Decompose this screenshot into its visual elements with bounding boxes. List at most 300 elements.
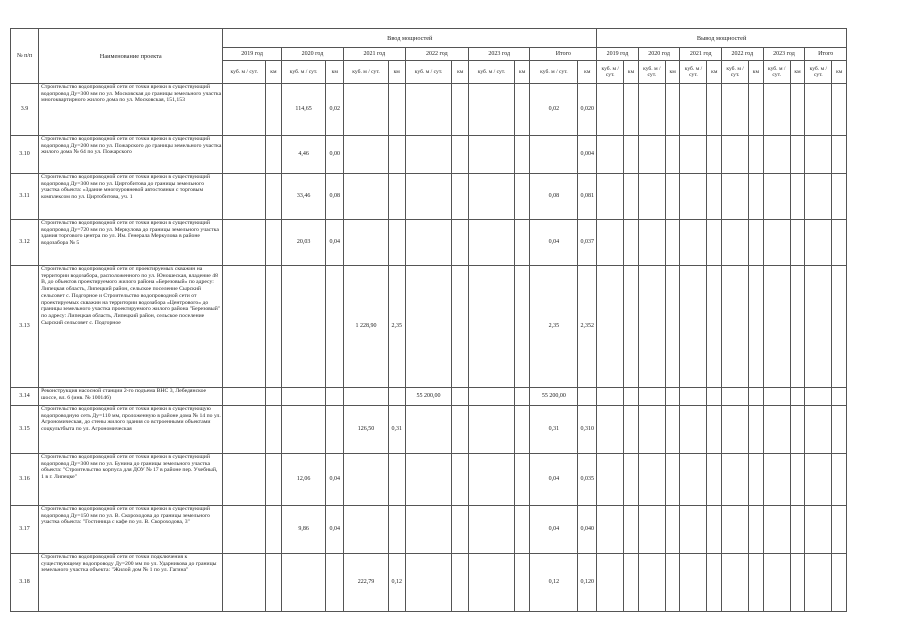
cell-out-empty <box>638 84 665 136</box>
cell-2021-km: 0,31 <box>388 406 405 454</box>
cell-out-empty <box>763 506 790 554</box>
cell-out-empty <box>832 554 847 612</box>
cell-out-empty <box>624 406 639 454</box>
header-unit-km: км <box>749 61 764 84</box>
cell-2022-km <box>452 454 469 506</box>
cell-out-empty <box>707 454 722 506</box>
header-year: 2021 год <box>344 48 405 61</box>
cell-2022-cub: 55 200,00 <box>405 388 452 406</box>
project-name: Строительство водопроводной сети от точки врезки в существующий водопровод Ду=300 мм по ул. Бунина до границы земельного участка объекта: "Строительство корпуса для ДОУ № 17 в районе пер. Учебный, 1 в г. Липецке" <box>39 454 223 506</box>
header-unit-cub: куб. м / сут. <box>281 61 326 84</box>
cell-out-empty <box>665 388 680 406</box>
cell-out-empty <box>680 388 707 406</box>
cell-2023-cub <box>469 506 515 554</box>
cell-out-empty <box>805 136 832 174</box>
cell-total-cub: 0,31 <box>530 406 578 454</box>
cell-out-empty <box>597 220 624 266</box>
cell-2022-km <box>452 554 469 612</box>
cell-out-empty <box>832 136 847 174</box>
cell-out-empty <box>707 174 722 220</box>
document-table-area <box>10 28 890 626</box>
cell-2021-cub <box>344 454 389 506</box>
cell-out-empty <box>790 174 805 220</box>
header-year: 2023 год <box>763 48 805 61</box>
cell-out-empty <box>763 454 790 506</box>
header-unit-km: км <box>624 61 639 84</box>
cell-2023-km <box>514 506 530 554</box>
project-name: Строительство водопроводной сети от точки врезки в существующий водопровод Ду=150 мм по ул. В. Скороходова до границы земельного участка объекта: "Гостиница с кафе по ул. В. Скороходова, 3" <box>39 506 223 554</box>
cell-out-empty <box>749 454 764 506</box>
header-unit-km: км <box>388 61 405 84</box>
header-unit-cub: куб. м / сут. <box>469 61 515 84</box>
header-unit-km: км <box>707 61 722 84</box>
cell-out-empty <box>597 388 624 406</box>
cell-2021-km <box>388 388 405 406</box>
cell-out-empty <box>665 266 680 388</box>
cell-total-km: 0,310 <box>578 406 597 454</box>
header-year: 2023 год <box>469 48 530 61</box>
table-row <box>11 554 890 612</box>
cell-out-empty <box>680 506 707 554</box>
cell-2021-km: 0,12 <box>388 554 405 612</box>
header-unit-km: км <box>578 61 597 84</box>
cell-out-empty <box>665 454 680 506</box>
cell-out-empty <box>832 388 847 406</box>
cell-2021-km <box>388 136 405 174</box>
cell-total-km: 0,120 <box>578 554 597 612</box>
cell-out-empty <box>790 136 805 174</box>
cell-2023-cub <box>469 406 515 454</box>
cell-out-empty <box>805 84 832 136</box>
cell-2020-km: 0,00 <box>326 136 344 174</box>
cell-2021-cub <box>344 84 389 136</box>
cell-2022-cub <box>405 454 452 506</box>
cell-total-km: 2,352 <box>578 266 597 388</box>
cell-2021-cub <box>344 506 389 554</box>
table-row <box>11 506 890 554</box>
cell-2019-km <box>266 388 282 406</box>
header-col-name: Наименование проекта <box>39 29 223 84</box>
header-group-out: Вывод мощностей <box>597 29 847 48</box>
cell-out-empty <box>749 174 764 220</box>
cell-out-empty <box>790 554 805 612</box>
project-name: Строительство водопроводной сети от проектируемых скважин на территории водозабора, расположенного по ул. Юношеская, владение 48 В, до объектов проектируемого жилого района «Березовый» по адресу: Липецкая область, Липецкий район, сельское поселение Сырский сельсовет с. Подгорное и Строительство водопроводной сети от проектируемых скважин на территории водозабора «Центрового» до границы земельного участка проектируемого жилого района "Березовый" по адресу: Липецкая область, Липецкий район, сельское поселение Сырский сельсовет с. Подгорное <box>39 266 223 388</box>
cell-out-empty <box>638 406 665 454</box>
cell-out-empty <box>832 220 847 266</box>
header-group-in: Ввод мощностей <box>223 29 597 48</box>
table-row <box>11 84 890 136</box>
row-number: 3.15 <box>11 406 39 454</box>
cell-2022-km <box>452 406 469 454</box>
cell-2023-km <box>514 84 530 136</box>
cell-out-empty <box>763 84 790 136</box>
cell-out-empty <box>597 84 624 136</box>
cell-out-empty <box>597 266 624 388</box>
row-number: 3.13 <box>11 266 39 388</box>
cell-2019-km <box>266 554 282 612</box>
cell-2019-cub <box>223 136 266 174</box>
cell-out-empty <box>805 554 832 612</box>
cell-2021-km <box>388 174 405 220</box>
project-name: Строительство водопроводной сети от точки врезки в существующий водопровод Ду=720 мм по ул. Меркулова до границы земельного участка здания торгового центра по ул. Им. Генерала Меркулова в районе водозабора № 5 <box>39 220 223 266</box>
cell-out-empty <box>597 454 624 506</box>
cell-out-empty <box>722 388 749 406</box>
cell-2023-km <box>514 174 530 220</box>
header-unit-km: км <box>665 61 680 84</box>
cell-total-cub: 0,08 <box>530 174 578 220</box>
row-number: 3.10 <box>11 136 39 174</box>
cell-total-cub: 2,35 <box>530 266 578 388</box>
header-year: 2019 год <box>597 48 639 61</box>
cell-out-empty <box>665 406 680 454</box>
cell-2019-km <box>266 406 282 454</box>
cell-2019-cub <box>223 388 266 406</box>
cell-2020-cub: 114,65 <box>281 84 326 136</box>
cell-out-empty <box>665 220 680 266</box>
cell-2020-km <box>326 266 344 388</box>
cell-out-empty <box>638 266 665 388</box>
header-year: 2019 год <box>223 48 281 61</box>
row-number: 3.14 <box>11 388 39 406</box>
cell-total-cub: 0,04 <box>530 454 578 506</box>
cell-out-empty <box>749 136 764 174</box>
cell-out-empty <box>790 454 805 506</box>
cell-2020-km <box>326 406 344 454</box>
cell-2021-km <box>388 506 405 554</box>
cell-total-cub <box>530 136 578 174</box>
cell-out-empty <box>749 506 764 554</box>
cell-2020-km: 0,04 <box>326 506 344 554</box>
cell-2020-cub: 4,46 <box>281 136 326 174</box>
cell-2023-cub <box>469 266 515 388</box>
header-year: 2022 год <box>405 48 469 61</box>
cell-2021-cub <box>344 388 389 406</box>
cell-out-empty <box>763 406 790 454</box>
table-row <box>11 136 890 174</box>
cell-out-empty <box>707 266 722 388</box>
project-name: Строительство водопроводной сети от точки врезки в существующий водопровод Ду=200 мм по ул. Пожарского до границы земельного участка жилого дома № 64 по ул. Пожарского <box>39 136 223 174</box>
cell-2020-cub: 20,03 <box>281 220 326 266</box>
cell-2020-km: 0,04 <box>326 220 344 266</box>
table-row <box>11 220 890 266</box>
cell-2020-km <box>326 554 344 612</box>
cell-out-empty <box>665 174 680 220</box>
cell-out-empty <box>722 174 749 220</box>
cell-2021-km <box>388 454 405 506</box>
cell-2023-km <box>514 266 530 388</box>
cell-out-empty <box>722 506 749 554</box>
cell-out-empty <box>722 266 749 388</box>
cell-out-empty <box>597 174 624 220</box>
cell-out-empty <box>805 388 832 406</box>
cell-out-empty <box>805 406 832 454</box>
cell-out-empty <box>722 554 749 612</box>
project-name: Строительство водопроводной сети от точки врезки в существующий водопровод Ду=300 мм по ул. Московская до границы земельного участка многоквартирного жилого дома по ул. Московская, 151,153 <box>39 84 223 136</box>
cell-out-empty <box>722 136 749 174</box>
cell-2020-km: 0,08 <box>326 174 344 220</box>
cell-total-cub: 0,12 <box>530 554 578 612</box>
header-unit-cub: куб. м / сут. <box>722 61 749 84</box>
cell-2023-km <box>514 454 530 506</box>
cell-out-empty <box>638 220 665 266</box>
cell-out-empty <box>749 406 764 454</box>
header-year: 2020 год <box>281 48 343 61</box>
cell-2021-cub <box>344 220 389 266</box>
header-unit-km: км <box>452 61 469 84</box>
cell-out-empty <box>805 174 832 220</box>
cell-2021-km: 2,35 <box>388 266 405 388</box>
project-name: Строительство водопроводной сети от точки врезки в существующий водопровод Ду=300 мм по ул. Циртобитова до границы земельного участка объекта: «Здание многоуровневой автостоянки с торговым комплексом по ул. Циртобитова, уч. 1 <box>39 174 223 220</box>
cell-out-empty <box>707 388 722 406</box>
cell-2019-km <box>266 220 282 266</box>
cell-2022-cub <box>405 554 452 612</box>
row-number: 3.18 <box>11 554 39 612</box>
cell-out-empty <box>832 406 847 454</box>
cell-2022-cub <box>405 136 452 174</box>
row-number: 3.9 <box>11 84 39 136</box>
cell-total-km: 0,035 <box>578 454 597 506</box>
cell-2021-km <box>388 220 405 266</box>
cell-out-empty <box>680 136 707 174</box>
cell-out-empty <box>597 554 624 612</box>
cell-2019-km <box>266 136 282 174</box>
cell-out-empty <box>680 174 707 220</box>
cell-out-empty <box>638 554 665 612</box>
cell-out-empty <box>597 506 624 554</box>
cell-out-empty <box>624 554 639 612</box>
cell-2019-km <box>266 84 282 136</box>
cell-2019-cub <box>223 220 266 266</box>
cell-2022-km <box>452 506 469 554</box>
cell-2019-cub <box>223 406 266 454</box>
cell-2023-km <box>514 388 530 406</box>
header-unit-cub: куб. м / сут. <box>597 61 624 84</box>
capacity-table <box>10 28 890 612</box>
header-unit-km: км <box>266 61 282 84</box>
cell-2023-km <box>514 220 530 266</box>
cell-out-empty <box>722 84 749 136</box>
cell-out-empty <box>597 406 624 454</box>
cell-out-empty <box>763 220 790 266</box>
cell-out-empty <box>790 220 805 266</box>
cell-2023-km <box>514 554 530 612</box>
cell-out-empty <box>763 554 790 612</box>
cell-2020-km: 0,04 <box>326 454 344 506</box>
cell-2020-cub <box>281 266 326 388</box>
cell-2021-cub: 222,79 <box>344 554 389 612</box>
header-unit-cub: куб. м / сут. <box>530 61 578 84</box>
row-number: 3.16 <box>11 454 39 506</box>
header-unit-cub: куб. м / сут. <box>805 61 832 84</box>
header-unit-cub: куб. м / сут. <box>405 61 452 84</box>
cell-2019-cub <box>223 554 266 612</box>
header-unit-cub: куб. м / сут. <box>680 61 707 84</box>
header-year: 2020 год <box>638 48 680 61</box>
cell-2019-cub <box>223 454 266 506</box>
cell-2023-cub <box>469 220 515 266</box>
cell-total-cub: 0,04 <box>530 506 578 554</box>
cell-2023-cub <box>469 84 515 136</box>
cell-out-empty <box>707 506 722 554</box>
cell-2022-cub <box>405 84 452 136</box>
cell-2022-km <box>452 174 469 220</box>
cell-out-empty <box>707 220 722 266</box>
cell-out-empty <box>790 388 805 406</box>
cell-2021-cub <box>344 174 389 220</box>
cell-out-empty <box>790 84 805 136</box>
cell-out-empty <box>722 406 749 454</box>
cell-out-empty <box>638 388 665 406</box>
cell-out-empty <box>763 136 790 174</box>
cell-out-empty <box>624 174 639 220</box>
header-unit-cub: куб. м / сут. <box>763 61 790 84</box>
cell-2023-km <box>514 136 530 174</box>
header-col-num: № п/п <box>11 29 39 84</box>
cell-out-empty <box>638 454 665 506</box>
cell-2020-km <box>326 388 344 406</box>
cell-out-empty <box>763 174 790 220</box>
header-unit-km: км <box>790 61 805 84</box>
cell-out-empty <box>832 84 847 136</box>
header-year: 2021 год <box>680 48 722 61</box>
cell-out-empty <box>624 454 639 506</box>
header-unit-cub: куб. м / сут. <box>638 61 665 84</box>
header-unit-km: км <box>326 61 344 84</box>
project-name: Строительство водопроводной сети от точки подключения к существующему водопроводу Ду=200 мм по ул. Ударникова до границы земельного участка объекта: "Жилой дом № 1 по ул. Гагина" <box>39 554 223 612</box>
cell-2022-cub <box>405 174 452 220</box>
cell-out-empty <box>665 506 680 554</box>
cell-total-cub: 0,02 <box>530 84 578 136</box>
project-name: Реконструкция насосной станции 2-го подъема ВНС 3, Лебедянское шоссе, вл. 6 (инв. № 100146) <box>39 388 223 406</box>
cell-out-empty <box>805 454 832 506</box>
cell-out-empty <box>722 454 749 506</box>
cell-2022-km <box>452 84 469 136</box>
cell-2020-cub: 33,46 <box>281 174 326 220</box>
cell-total-cub: 0,04 <box>530 220 578 266</box>
cell-2020-cub: 12,06 <box>281 454 326 506</box>
cell-2021-cub: 126,50 <box>344 406 389 454</box>
row-number: 3.12 <box>11 220 39 266</box>
cell-2019-km <box>266 454 282 506</box>
cell-out-empty <box>624 84 639 136</box>
cell-2020-cub <box>281 388 326 406</box>
cell-out-empty <box>707 406 722 454</box>
table-row <box>11 454 890 506</box>
cell-total-km: 0,037 <box>578 220 597 266</box>
cell-2022-km <box>452 388 469 406</box>
cell-out-empty <box>680 454 707 506</box>
cell-2022-cub <box>405 506 452 554</box>
cell-total-km: 0,020 <box>578 84 597 136</box>
cell-out-empty <box>805 220 832 266</box>
cell-out-empty <box>665 84 680 136</box>
cell-out-empty <box>749 266 764 388</box>
cell-out-empty <box>624 136 639 174</box>
cell-2019-cub <box>223 506 266 554</box>
header-unit-km: км <box>514 61 530 84</box>
cell-2021-km <box>388 84 405 136</box>
cell-2023-cub <box>469 174 515 220</box>
cell-2019-km <box>266 174 282 220</box>
cell-out-empty <box>832 454 847 506</box>
header-unit-cub: куб. м / сут. <box>344 61 389 84</box>
cell-2020-km: 0,02 <box>326 84 344 136</box>
cell-out-empty <box>832 506 847 554</box>
cell-2022-km <box>452 136 469 174</box>
cell-out-empty <box>805 266 832 388</box>
cell-out-empty <box>832 266 847 388</box>
cell-total-cub: 55 200,00 <box>530 388 578 406</box>
cell-2023-cub <box>469 454 515 506</box>
cell-2019-km <box>266 506 282 554</box>
cell-2020-cub <box>281 406 326 454</box>
cell-2022-cub <box>405 220 452 266</box>
cell-out-empty <box>763 388 790 406</box>
table-row <box>11 174 890 220</box>
table-row <box>11 388 890 406</box>
cell-out-empty <box>707 554 722 612</box>
cell-2020-cub <box>281 554 326 612</box>
cell-2023-cub <box>469 388 515 406</box>
cell-2022-cub <box>405 406 452 454</box>
cell-out-empty <box>707 136 722 174</box>
header-year: 2022 год <box>722 48 764 61</box>
cell-2021-cub: 1 228,90 <box>344 266 389 388</box>
cell-out-empty <box>680 84 707 136</box>
header-unit-cub: куб. м / сут. <box>223 61 266 84</box>
cell-out-empty <box>597 136 624 174</box>
cell-out-empty <box>722 220 749 266</box>
cell-total-km: 0,040 <box>578 506 597 554</box>
cell-out-empty <box>638 174 665 220</box>
cell-out-empty <box>790 506 805 554</box>
cell-2022-km <box>452 266 469 388</box>
cell-2020-cub: 9,86 <box>281 506 326 554</box>
cell-total-km <box>578 388 597 406</box>
cell-2019-cub <box>223 84 266 136</box>
cell-out-empty <box>680 406 707 454</box>
header-unit-km: км <box>832 61 847 84</box>
cell-2019-cub <box>223 266 266 388</box>
cell-out-empty <box>624 220 639 266</box>
cell-out-empty <box>763 266 790 388</box>
row-number: 3.11 <box>11 174 39 220</box>
cell-2022-km <box>452 220 469 266</box>
cell-out-empty <box>749 554 764 612</box>
cell-out-empty <box>680 220 707 266</box>
header-year: Итого <box>530 48 597 61</box>
header-year: Итого <box>805 48 847 61</box>
cell-out-empty <box>624 388 639 406</box>
cell-out-empty <box>790 266 805 388</box>
cell-out-empty <box>638 136 665 174</box>
cell-out-empty <box>749 84 764 136</box>
header-row-groups <box>11 29 890 48</box>
cell-out-empty <box>749 388 764 406</box>
cell-out-empty <box>624 506 639 554</box>
cell-out-empty <box>790 406 805 454</box>
cell-total-km: 0,004 <box>578 136 597 174</box>
cell-2019-km <box>266 266 282 388</box>
cell-2023-cub <box>469 136 515 174</box>
cell-2023-cub <box>469 554 515 612</box>
table-row <box>11 406 890 454</box>
cell-out-empty <box>680 266 707 388</box>
cell-2021-cub <box>344 136 389 174</box>
project-name: Строительство водопроводной сети от точки врезки в существующую водопроводную сеть Ду=110 мм, проложенную в районе дома № 14 по ул. Агрономическая, до стены жилого здания со встроенными объектами соцкультбыта по ул. Агрономическая <box>39 406 223 454</box>
cell-out-empty <box>707 84 722 136</box>
cell-2022-cub <box>405 266 452 388</box>
